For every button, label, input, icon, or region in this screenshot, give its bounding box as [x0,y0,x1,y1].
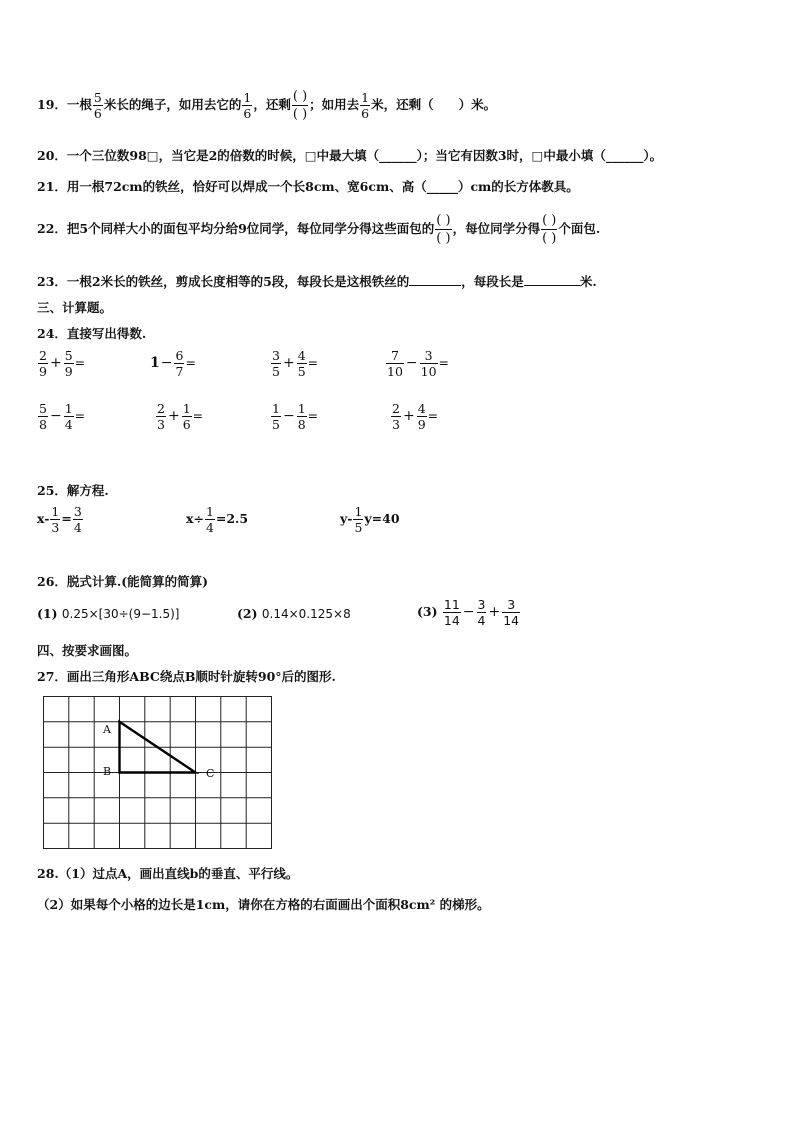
question-19: 19．一根 $\frac{5}{6}$ 米长的绳子，如用去它的 $\frac{1}{6}$ ，还剩 $\frac{( )}{( )}$ ；如用去 $\frac{1}{6}$ 米，还剩（ ）米。 [37,89,497,122]
question-20: 20．一个三位数98□，当它是2的倍数的时候，□中最大填（______）；当它有因数3时，□中最小填（______）。 [37,148,663,163]
question-27-title: 27．画出三角形ABC绕点B顺时针旋转90°后的图形. [37,669,336,684]
answer-fraction-blank[interactable]: $\frac{( )}{( )}$ [436,213,451,246]
calc-item: $\frac{5}{8}$ − $\frac{1}{4}$ = [39,401,86,432]
question-21: 21．用一根72cm的铁丝，恰好可以焊成一个长8cm、宽6cm、高（_____）cm的长方体教具。 [37,179,579,194]
equation-1: x- $\frac{1}{3}$ = $\frac{3}{4}$ [37,504,82,535]
answer-blank[interactable] [524,273,580,286]
calc-item: 1− $\frac{6}{7}$ = [150,348,196,379]
calc-item: $\frac{3}{5}$ + $\frac{4}{5}$ = [272,348,319,379]
calc-item: $\frac{2}{3}$ + $\frac{4}{9}$ = [392,401,439,432]
calc-item: $\frac{1}{5}$ − $\frac{1}{8}$ = [272,401,319,432]
calc-part-2: (2) 0.14×0.125×8 [237,606,351,621]
point-a-label: A [103,723,111,736]
question-26-title: 26．脱式计算.(能简算的简算) [37,574,209,589]
fraction: $\frac{1}{6}$ [361,90,370,121]
calc-part-1: (1) 0.25×[30÷(9−1.5)] [37,606,180,621]
point-b-label: B [103,765,112,778]
answer-blank[interactable] [409,273,461,286]
fraction: $\frac{1}{6}$ [243,90,252,121]
equation-3: y- $\frac{1}{5}$ y=40 [340,504,400,535]
equation-2: x÷ $\frac{1}{4}$ =2.5 [186,504,249,535]
section-heading: 三、计算题。 [37,300,113,315]
question-22: 22．把5个同样大小的面包平均分给9位同学，每位同学分得这些面包的 $\frac{( )}{( )}$ ，每位同学分得 $\frac{( )}{( )}$ 个面包. [37,213,601,246]
calc-item: $\frac{2}{3}$ + $\frac{1}{6}$ = [157,401,204,432]
calc-item: $\frac{2}{9}$ + $\frac{5}{9}$ = [39,348,86,379]
answer-fraction-blank[interactable]: $\frac{( )}{( )}$ [292,89,308,122]
question-28-part-1: 28.（1）过点A，画出直线b的垂直、平行线。 [37,866,299,881]
question-28-part-2: （2）如果每个小格的边长是1cm，请你在方格的右面画出个面积8cm² 的梯形。 [37,897,490,912]
question-24-title: 24．直接写出得数. [37,326,147,341]
calc-item: $\frac{7}{10}$ − $\frac{3}{10}$ = [387,348,450,379]
grid-svg[interactable] [43,696,275,850]
section-heading: 四、按要求画图。 [37,643,138,658]
calc-part-3: (3) $\frac{11}{14}$ − $\frac{3}{4}$ + $\frac{3}{14}$ [417,597,520,628]
answer-fraction-blank[interactable]: $\frac{( )}{( )}$ [542,213,557,246]
question-23: 23．一根2米长的铁丝，剪成长度相等的5段，每段长是这根铁丝的 ，每段长是 米. [37,274,597,289]
point-c-label: C [206,767,215,780]
fraction: $\frac{5}{6}$ [93,90,102,121]
drawing-grid[interactable] [43,696,275,854]
question-25-title: 25．解方程. [37,483,109,498]
